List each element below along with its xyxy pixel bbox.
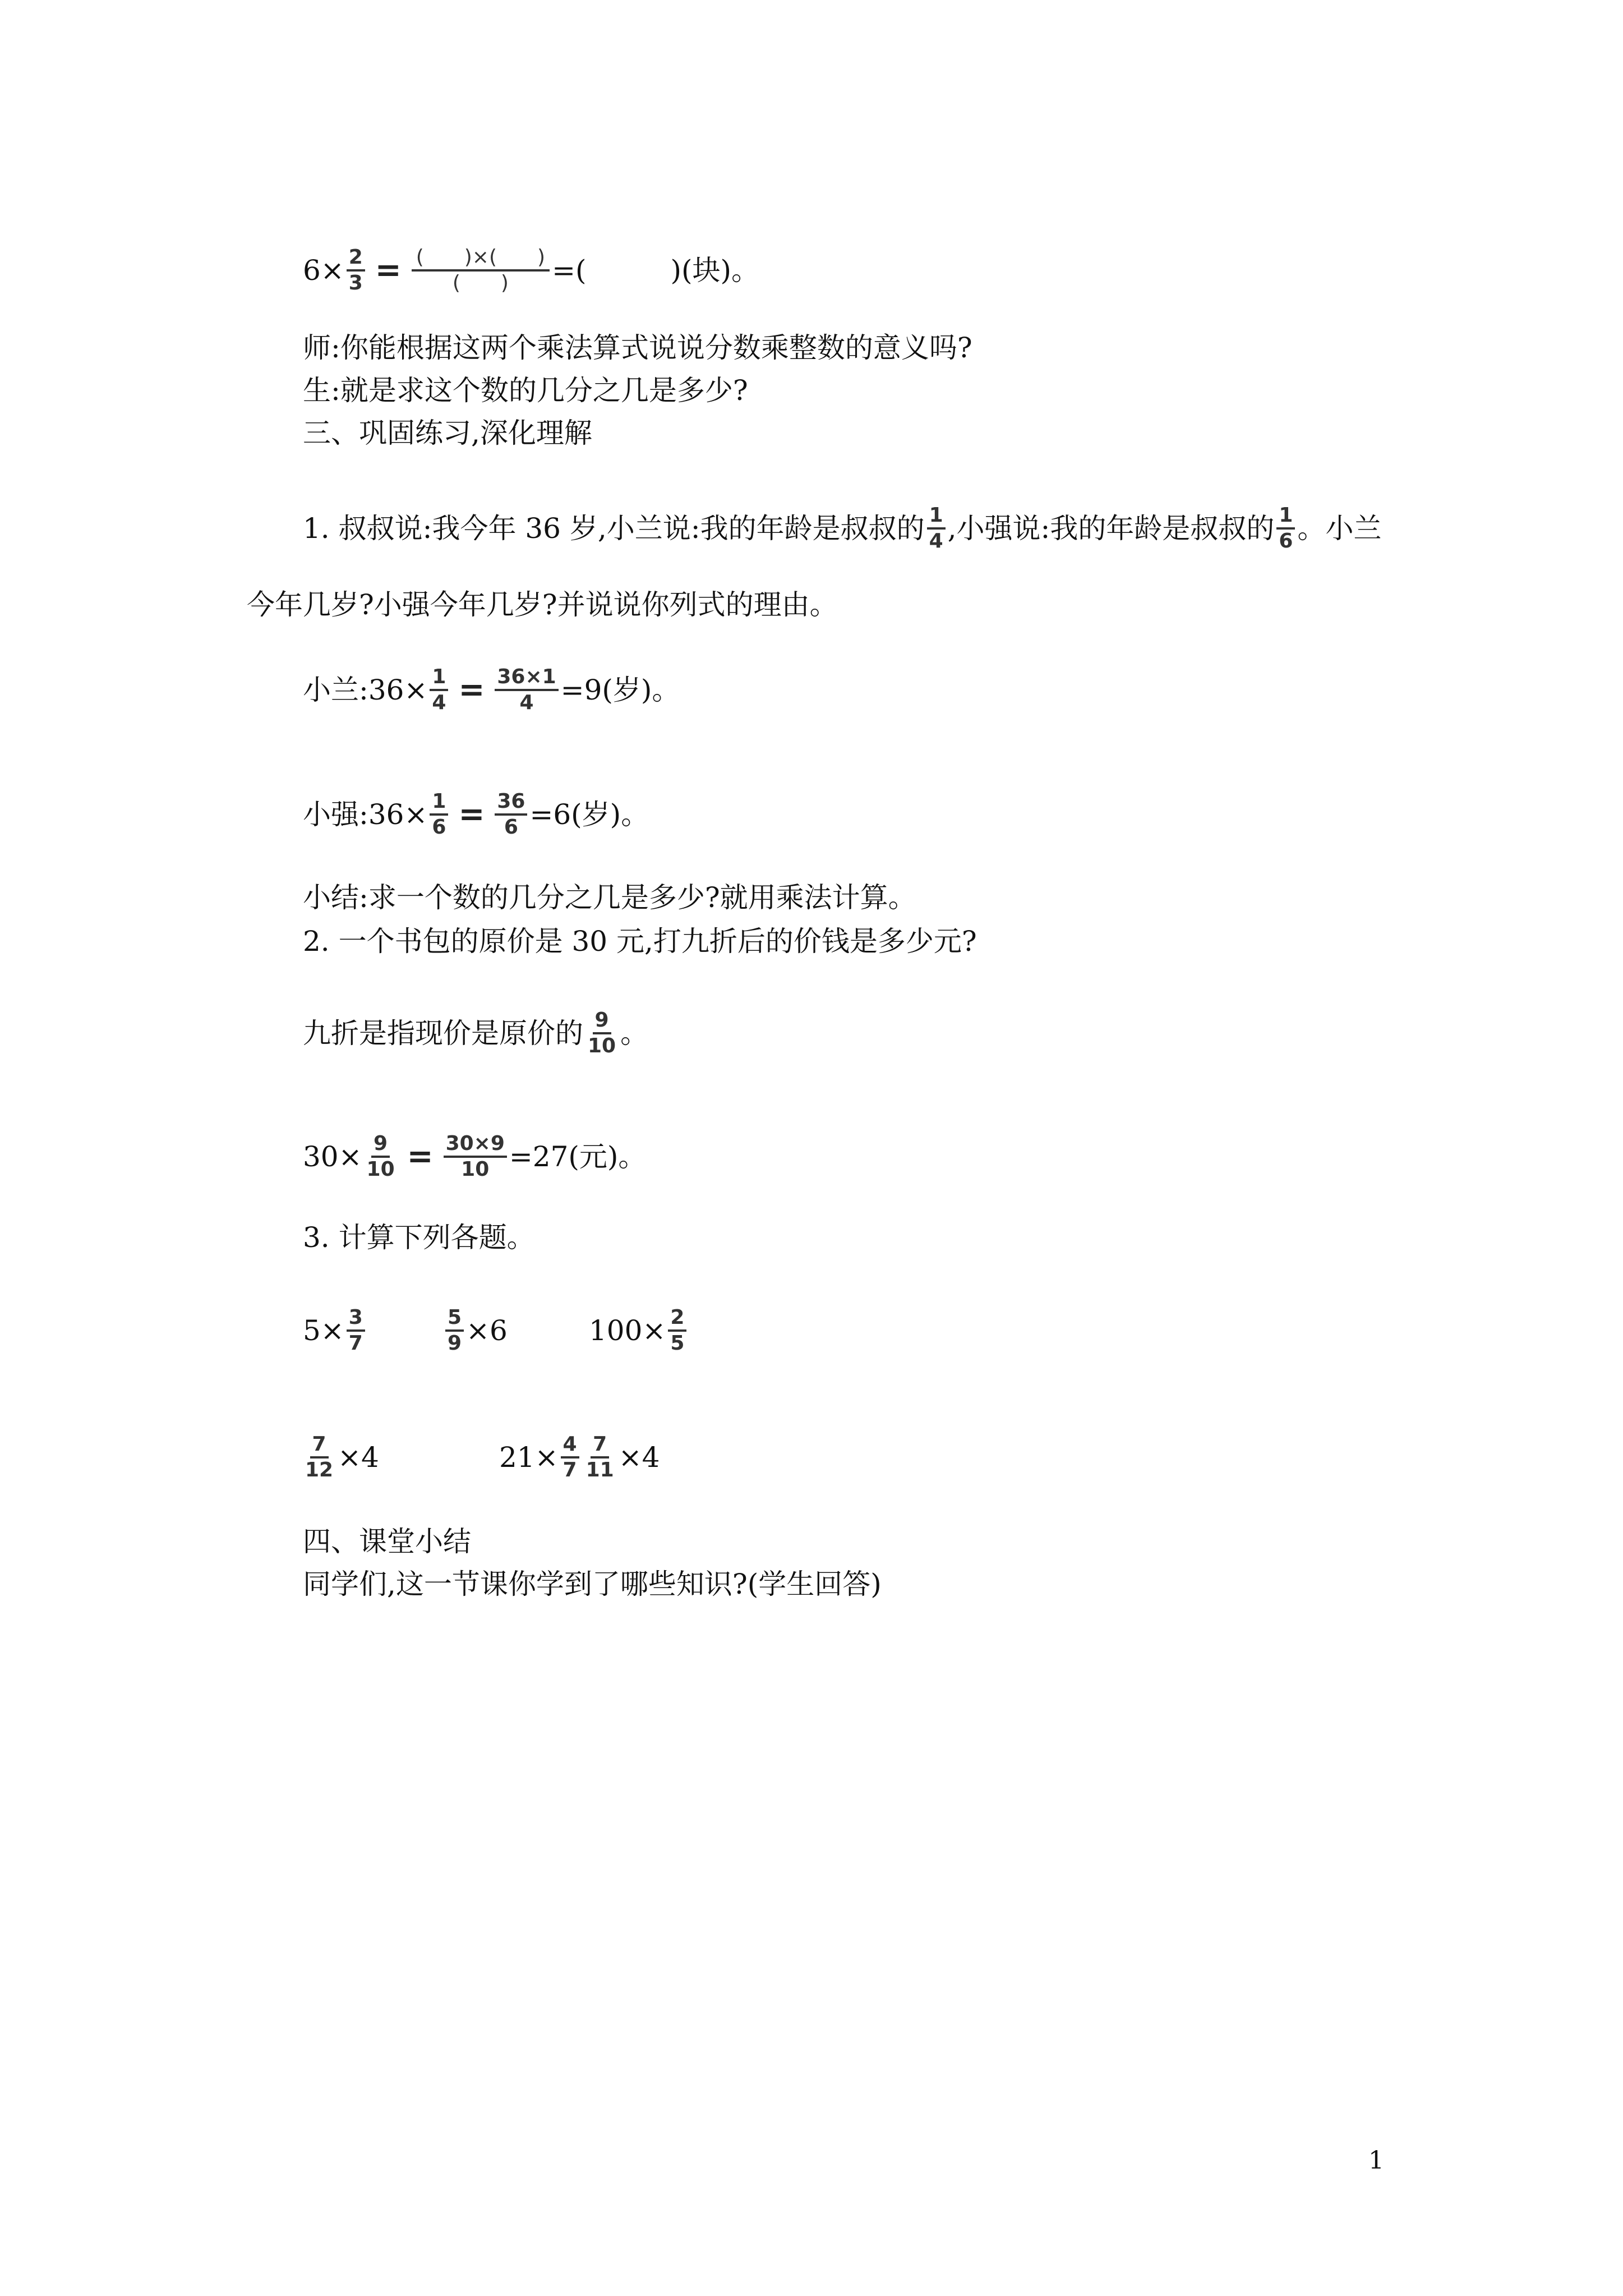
equation-tail: =9(岁)。 (560, 674, 680, 706)
fraction-denominator: 11 (585, 1458, 614, 1481)
fraction-numerator: ( )×( ) (412, 247, 550, 272)
equation-xiaoqiang (303, 791, 649, 838)
fraction (365, 1133, 397, 1180)
fraction-numerator: 1 (430, 666, 448, 691)
exercise-text: ×4 (618, 1441, 660, 1474)
discount-explanation (303, 1010, 648, 1057)
fraction-denominator: 6 (1279, 530, 1293, 553)
section-heading: 四、课堂小结 (303, 1525, 471, 1558)
exercise-21x4-7 (499, 1434, 660, 1481)
equals-sign: = (458, 796, 485, 832)
equals-sign: = (407, 1138, 434, 1175)
exercise-5-9x6 (443, 1307, 508, 1354)
equation-tail: =27(元)。 (509, 1140, 647, 1173)
equals-sign: = (458, 671, 485, 708)
fraction-denominator: 3 (348, 272, 363, 295)
problem-text: 。小兰 (1297, 512, 1382, 545)
exercise-text: 5× (303, 1314, 344, 1347)
fraction-denominator: 10 (461, 1158, 490, 1181)
equation-discount (303, 1133, 646, 1180)
fraction-numerator: 1 (430, 791, 448, 816)
exercise-text: ×4 (338, 1441, 379, 1474)
fraction (347, 1307, 365, 1354)
fraction-numerator: 3 (347, 1307, 365, 1332)
text-line: 今年几岁?小强今年几岁?并说说你列式的理由。 (247, 588, 838, 621)
exercise-5x3-7 (303, 1307, 367, 1354)
exercise-text: 100× (589, 1314, 666, 1347)
fraction-denominator: 4 (432, 691, 446, 714)
text-line: 生:就是求这个数的几分之几是多少? (303, 374, 748, 407)
problem-text: ,小强说:我的年龄是叔叔的 (947, 512, 1275, 545)
fraction-numerator: 36×1 (495, 666, 558, 691)
problem-1 (303, 505, 1381, 552)
fraction-numerator: 2 (347, 247, 365, 272)
fraction-numerator: 1 (927, 505, 946, 530)
fraction-numerator: 30×9 (444, 1133, 507, 1158)
fraction-numerator: 7 (591, 1434, 609, 1458)
fraction-denominator: 7 (348, 1332, 363, 1355)
fraction-denominator: ( ) (452, 272, 509, 295)
equation-xiaolan (303, 666, 680, 714)
fraction-numerator: 5 (445, 1307, 464, 1332)
equation-blank (303, 247, 759, 294)
exercise-text: 21× (499, 1441, 559, 1474)
fraction (444, 1133, 507, 1180)
fraction (303, 1434, 335, 1481)
fraction (585, 1010, 618, 1057)
section-heading: 三、巩固练习,深化理解 (303, 417, 592, 449)
problem-text: 1. 叔叔说:我今年 36 岁,小兰说:我的年龄是叔叔的 (303, 512, 925, 545)
page-number: 1 (1368, 2146, 1384, 2175)
fraction (445, 1307, 464, 1354)
equation-text: 6× (303, 254, 344, 287)
fraction (495, 791, 527, 838)
fraction-numerator: 7 (310, 1434, 329, 1458)
equation-tail: =6(岁)。 (529, 798, 649, 831)
problem-2: 2. 一个书包的原价是 30 元,打九折后的价钱是多少元? (303, 925, 977, 958)
fraction-denominator: 4 (929, 530, 943, 553)
fraction (584, 1434, 616, 1481)
fraction (561, 1434, 579, 1481)
exercise-100x2-5 (589, 1307, 689, 1354)
fraction (927, 505, 946, 552)
explanation-tail: 。 (620, 1017, 649, 1050)
fraction-denominator: 12 (305, 1458, 334, 1481)
fraction (430, 791, 448, 838)
explanation-text: 九折是指现价是原价的 (303, 1017, 583, 1050)
fraction-numerator: 4 (561, 1434, 579, 1458)
summary-line: 小结:求一个数的几分之几是多少?就用乘法计算。 (303, 881, 916, 914)
fraction-denominator: 6 (432, 816, 446, 839)
fraction (347, 247, 365, 294)
exercise-7-12x4 (301, 1434, 379, 1481)
fraction (430, 666, 448, 714)
text-line: 师:你能根据这两个乘法算式说说分数乘整数的意义吗? (303, 332, 972, 364)
equation-text: 30× (303, 1140, 362, 1173)
fraction-numerator: 2 (668, 1307, 686, 1332)
fraction (1276, 505, 1295, 552)
fraction-denominator: 7 (562, 1458, 577, 1481)
equation-text: 小兰:36× (303, 674, 428, 706)
fraction-numerator: 1 (1276, 505, 1295, 530)
equation-text: 小强:36× (303, 798, 428, 831)
fraction (495, 666, 558, 714)
fraction-denominator: 4 (519, 691, 534, 714)
fraction (668, 1307, 686, 1354)
fraction-numerator: 9 (593, 1010, 611, 1034)
fraction-denominator: 6 (504, 816, 518, 839)
fraction-numerator: 36 (495, 791, 527, 816)
fraction-denominator: 9 (448, 1332, 462, 1355)
fraction-blank (412, 247, 550, 294)
exercise-text: ×6 (466, 1314, 508, 1347)
fraction-denominator: 10 (366, 1158, 395, 1181)
fraction-numerator: 9 (371, 1133, 390, 1158)
fraction-denominator: 5 (670, 1332, 685, 1355)
equation-tail: =( )(块)。 (552, 254, 759, 287)
fraction-denominator: 10 (588, 1034, 616, 1057)
equals-sign: = (375, 252, 402, 288)
problem-3: 3. 计算下列各题。 (303, 1221, 535, 1254)
text-line: 同学们,这一节课你学到了哪些知识?(学生回答) (303, 1568, 882, 1600)
